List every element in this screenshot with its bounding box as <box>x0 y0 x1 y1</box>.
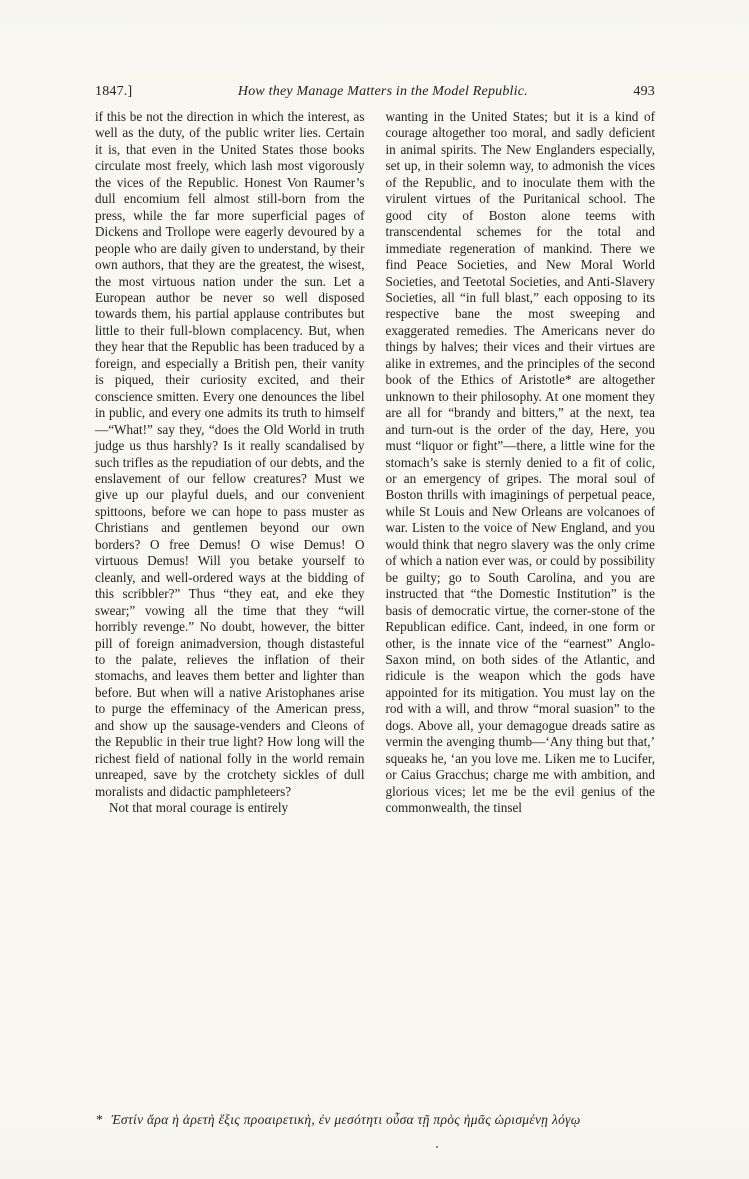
right-column <box>386 109 656 816</box>
body-paragraph: wanting in the United States; but it is a kind of courage altogether too moral, and sadly deficient in animal spirits. The New Englanders especially, set up, in their solemn way, to admonish the vices of the Republic, and to inoculate them with the virulent virtues of the Puritanical school. The good city of Boston alone teems with transcendental schemes for the total and immediate regeneration of mankind. There we find Peace Societies, and New Moral World Societies, and Teetotal Societies, and Anti-Slavery Societies, all “in full blast,” each opposing to its respective bane the most sweeping and exaggerated remedies. The Americans never do things by halves; their vices and their virtues are alike in extremes, and the principles of the second book of the Ethics of Aristotle* are altogether unknown to their philosophy. At one moment they are all for “brandy and bitters,” at the next, tea and turn-out is the order of the day, Here, you must “liquor or fight”—there, a little wine for the stomach’s sake is sternly denied to a fit of colic, or an emergency of gripes. The moral soul of Boston thrills with imaginings of perpetual peace, while St Louis and New Orleans are volcanoes of war. Listen to the voice of New England, and you would think that negro slavery was the only crime of which a nation ever was, or could by possibility be guilty; go to South Carolina, and you are instructed that “the Domestic Institution” is the basis of democratic virtue, the corner-stone of the Republican edifice. Cant, indeed, in one form or other, is the innate vice of the “earnest” Anglo-Saxon mind, on both sides of the Atlantic, and ridicule is the weapon which the gods have appointed for its mitigation. You must lay on the rod with a will, and throw “moral suasion” to the dogs. Above all, your demagogue dreads satire as vermin the avenging thumb—‘Any thing but that,’ squeaks he, ‘an you love me. Liken me to Lucifer, or Caius Gracchus; charge me with ambition, and glorious vices; let me be the evil genius of the commonwealth, the tinsel <box>385 109 655 816</box>
body-paragraph: Not that moral courage is entirely <box>109 800 289 816</box>
footnote-marker: * <box>96 1112 104 1127</box>
running-title: How they Manage Matters in the Model Republic. <box>237 84 528 99</box>
left-column <box>95 109 365 816</box>
page-number: 493 <box>633 84 655 99</box>
page-header <box>95 84 655 100</box>
header-year: 1847.] <box>95 84 133 99</box>
text-columns <box>95 109 655 816</box>
printer-mark <box>436 1146 438 1148</box>
body-paragraph: if this be not the direction in which the interest, as well as the duty, of the public writer lies. Certain it is, that even in the United States those books circulate most freely, which lash most vigorously the vices of the Republic. Honest Von Raumer’s dull encomium fell almost still-born from the press, while the far more superficial pages of Dickens and Trollope were eagerly devoured by a people who are daily given to understand, by their own authors, that they are the greatest, the wisest, the most virtuous nation under the sun. Let a European author be never so well disposed towards them, his partial applause contributes but little to their full-blown complacency. But, when they hear that the Republic has been traduced by a foreign, and especially a British pen, their vanity is piqued, their curiosity excited, and their conscience smitten. Every one denounces the libel in public, and every one admits its truth to himself—“What!” say they, “does the Old World in truth judge us thus harshly? Is it really scandalised by such trifles as the repudiation of our debts, and the enslavement of our fellow creatures? Must we give up our playful duels, and our convenient spittoons, before we can hope to pass muster as Christians and gentlemen beyond our own borders? O free Demus! O wise Demus! O virtuous Demus! Will you betake yourself to cleanly, and well-ordered ways at the bidding of this scribbler?” Thus “they eat, and eke they swear;” vowing all the time that they “will horribly revenge.” No doubt, however, the bitter pill of foreign animadversion, though distasteful to the palate, relieves the inflation of their stomachs, and leaves them better and lighter than before. But when will a native Aristophanes arise to purge the effeminacy of the American press, and show up the sausage-venders and Cleons of the Republic in their true light? How long will the richest field of national folly in the world remain unreaped, save by the crotchety sickles of dull moralists and didactic pamphleteers? <box>95 109 365 799</box>
footnote <box>96 1112 652 1128</box>
footnote-text: Ἐστίν ἄρα ἡ ἀρετὴ ἕξις προαιρετικὴ, ἐν μεσότητι οὖσα τῇ πρὸς ἡμᾶς ὡρισμένῃ λόγῳ <box>111 1112 581 1127</box>
